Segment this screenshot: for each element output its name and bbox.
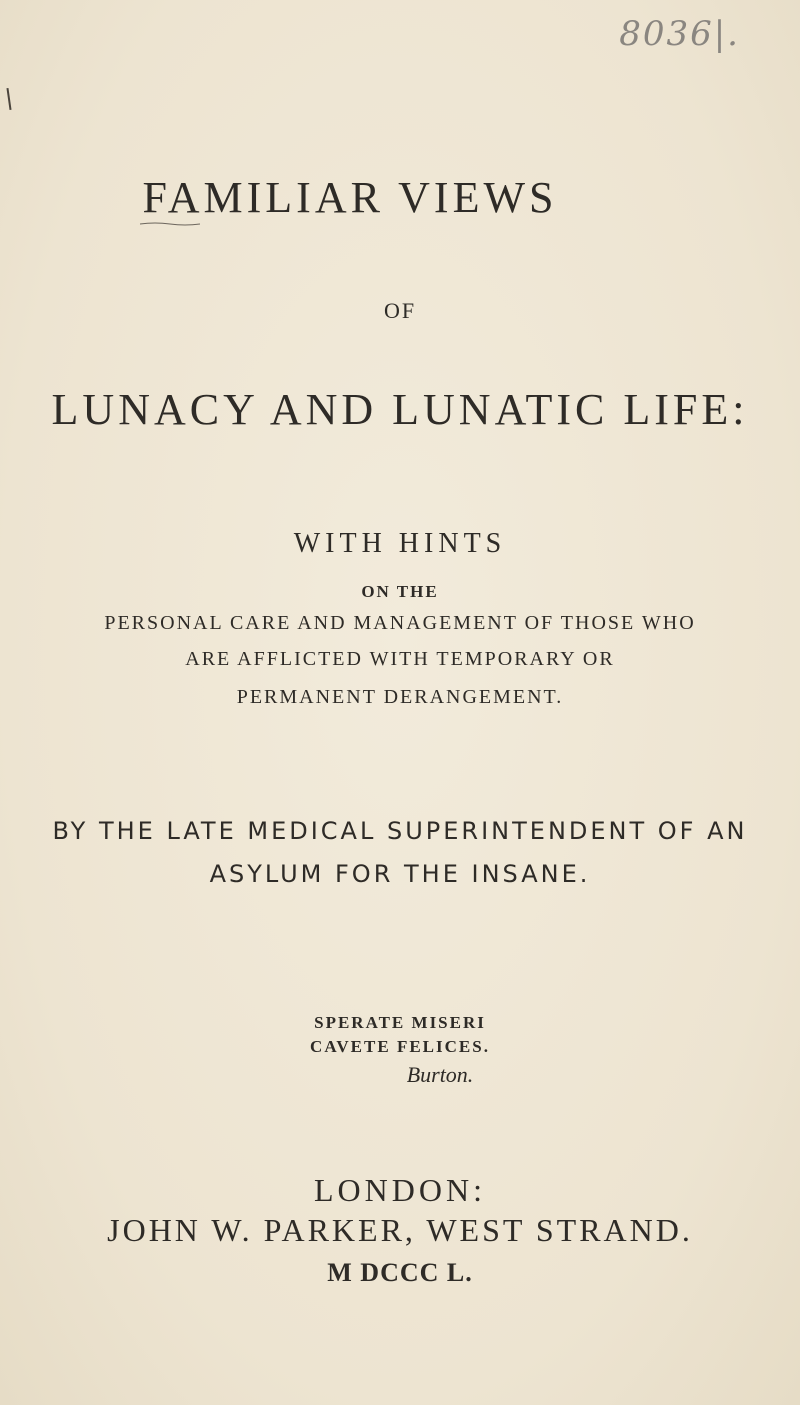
motto-line: SPERATE MISERI [314,1013,486,1032]
author-line: ASYLUM FOR THE INSANE. [209,860,591,888]
edge-mark [6,88,11,110]
subtitle-line: PERSONAL CARE AND MANAGEMENT OF THOSE WHO [104,612,696,634]
imprint-date: M DCCC L. [327,1258,473,1287]
subtitle-line: PERMANENT DERANGEMENT. [236,686,564,708]
imprint-city: LONDON: [314,1172,486,1208]
author-line: BY THE LATE MEDICAL SUPERINTENDENT OF AN [52,817,748,845]
title-line-2: LUNACY AND LUNATIC LIFE: [51,385,749,434]
title-line-1: FAMILIAR VIEWS [142,173,558,222]
subtitle-lead: WITH HINTS [293,528,507,559]
motto-line: CAVETE FELICES. [310,1037,490,1056]
subtitle-on: ON THE [361,582,439,601]
title-flourish [140,222,200,226]
subtitle-line: ARE AFFLICTED WITH TEMPORARY OR [185,648,615,670]
title-connector: OF [383,298,417,323]
handwritten-shelfmark: 8036|. [619,14,740,54]
motto-attribution: Burton. [406,1062,474,1087]
imprint-publisher: JOHN W. PARKER, WEST STRAND. [107,1212,693,1248]
